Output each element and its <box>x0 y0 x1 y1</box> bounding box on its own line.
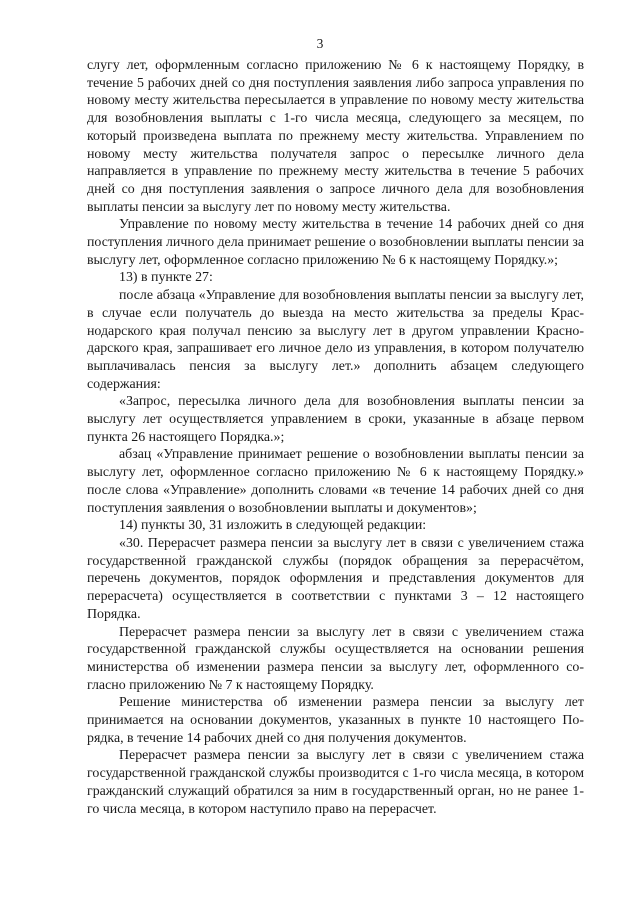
paragraph: Перерасчет размера пенсии за выслугу лет в связи с увеличением стажа государственной гражданской службы производится с 1-го числа месяца, в котором гражданский служащий обратился за ним в государственный орган, но не ранее 1-го числа месяца, в котором наступило право на перерасчет. <box>87 748 584 817</box>
paragraph: «30. Перерасчет размера пенсии за выслугу лет в связи с увеличением стажа государственной гражданской службы (порядок обращения за перерасчётом, перечень документов, порядок оформления и представления документов для перерасчета) осуществляется в соответствии с пунктами 3 – 12 настоящего Порядка. <box>87 535 584 622</box>
page-number: 3 <box>316 36 324 51</box>
paragraph: 14) пункты 30, 31 изложить в следующей редакции: <box>119 518 427 534</box>
paragraph: 13) в пункте 27: <box>119 270 213 286</box>
paragraph: «Запрос, пересылка личного дела для возобновления выплаты пенсии за выслугу лет осуществляется управлением в сроки, указанные в абзаце первом пункта 26 настоящего Порядка.»; <box>87 394 584 445</box>
paragraph: Управление по новому месту жительства в течение 14 рабочих дней со дня поступления личного дела принимает решение о возобновлении выплаты пенсии за выслугу лет, оформленное согласно приложению № 6 к настоящему Порядку.»; <box>87 217 585 268</box>
document-body <box>87 57 584 818</box>
paragraph: слугу лет, оформленным согласно приложению № 6 к настоящему Порядку, в течение 5 рабочих дней со дня поступления заявления либо запроса управления по новому месту жительства пересылается в управление по новому месту жительства для возобновления выплаты с 1-го числа месяца, следующего за месяцем, по который произведена выплата по прежнему месту жительства. Управлением по новому месту жительства получателя запрос о пересылке личного дела направляется в управление по прежнему месту жительства в течение 5 рабочих дней со дня поступления заявления о запросе личного дела для возобновления выплаты пенсии за выслугу лет по новому месту жительства. <box>87 58 584 215</box>
paragraph: абзац «Управление принимает решение о возобновлении выплаты пенсии за выслугу лет, оформленное согласно приложению № 6 к настоящему Порядку.» после слова «Управление» дополнить словами «в течение 14 рабочих дней со дня поступления заявления о возобновлении выплаты и документов»; <box>87 447 584 516</box>
paragraph: после абзаца «Управление для возобновления выплаты пенсии за выслугу лет, в случае если получатель до выезда на место жительства за пределы Краснодарского края получал пенсию за выслугу лет в другом управлении Краснодарского края, запрашивает его личное дело из управления, в котором получателю выплачивалась пенсия за выслугу лет.» дополнить абзацем следующего содержания: <box>87 288 584 392</box>
paragraph: Решение министерства об изменении размера пенсии за выслугу лет принимается на основании документов, указанных в пункте 10 настоящего Порядка, в течение 14 рабочих дней со дня получения документов. <box>87 695 584 746</box>
paragraph: Перерасчет размера пенсии за выслугу лет в связи с увеличением стажа государственной гражданской службы осуществляется на основании решения министерства об изменении размера пенсии за выслугу лет, оформленного согласно приложению № 7 к настоящему Порядку. <box>87 624 584 693</box>
